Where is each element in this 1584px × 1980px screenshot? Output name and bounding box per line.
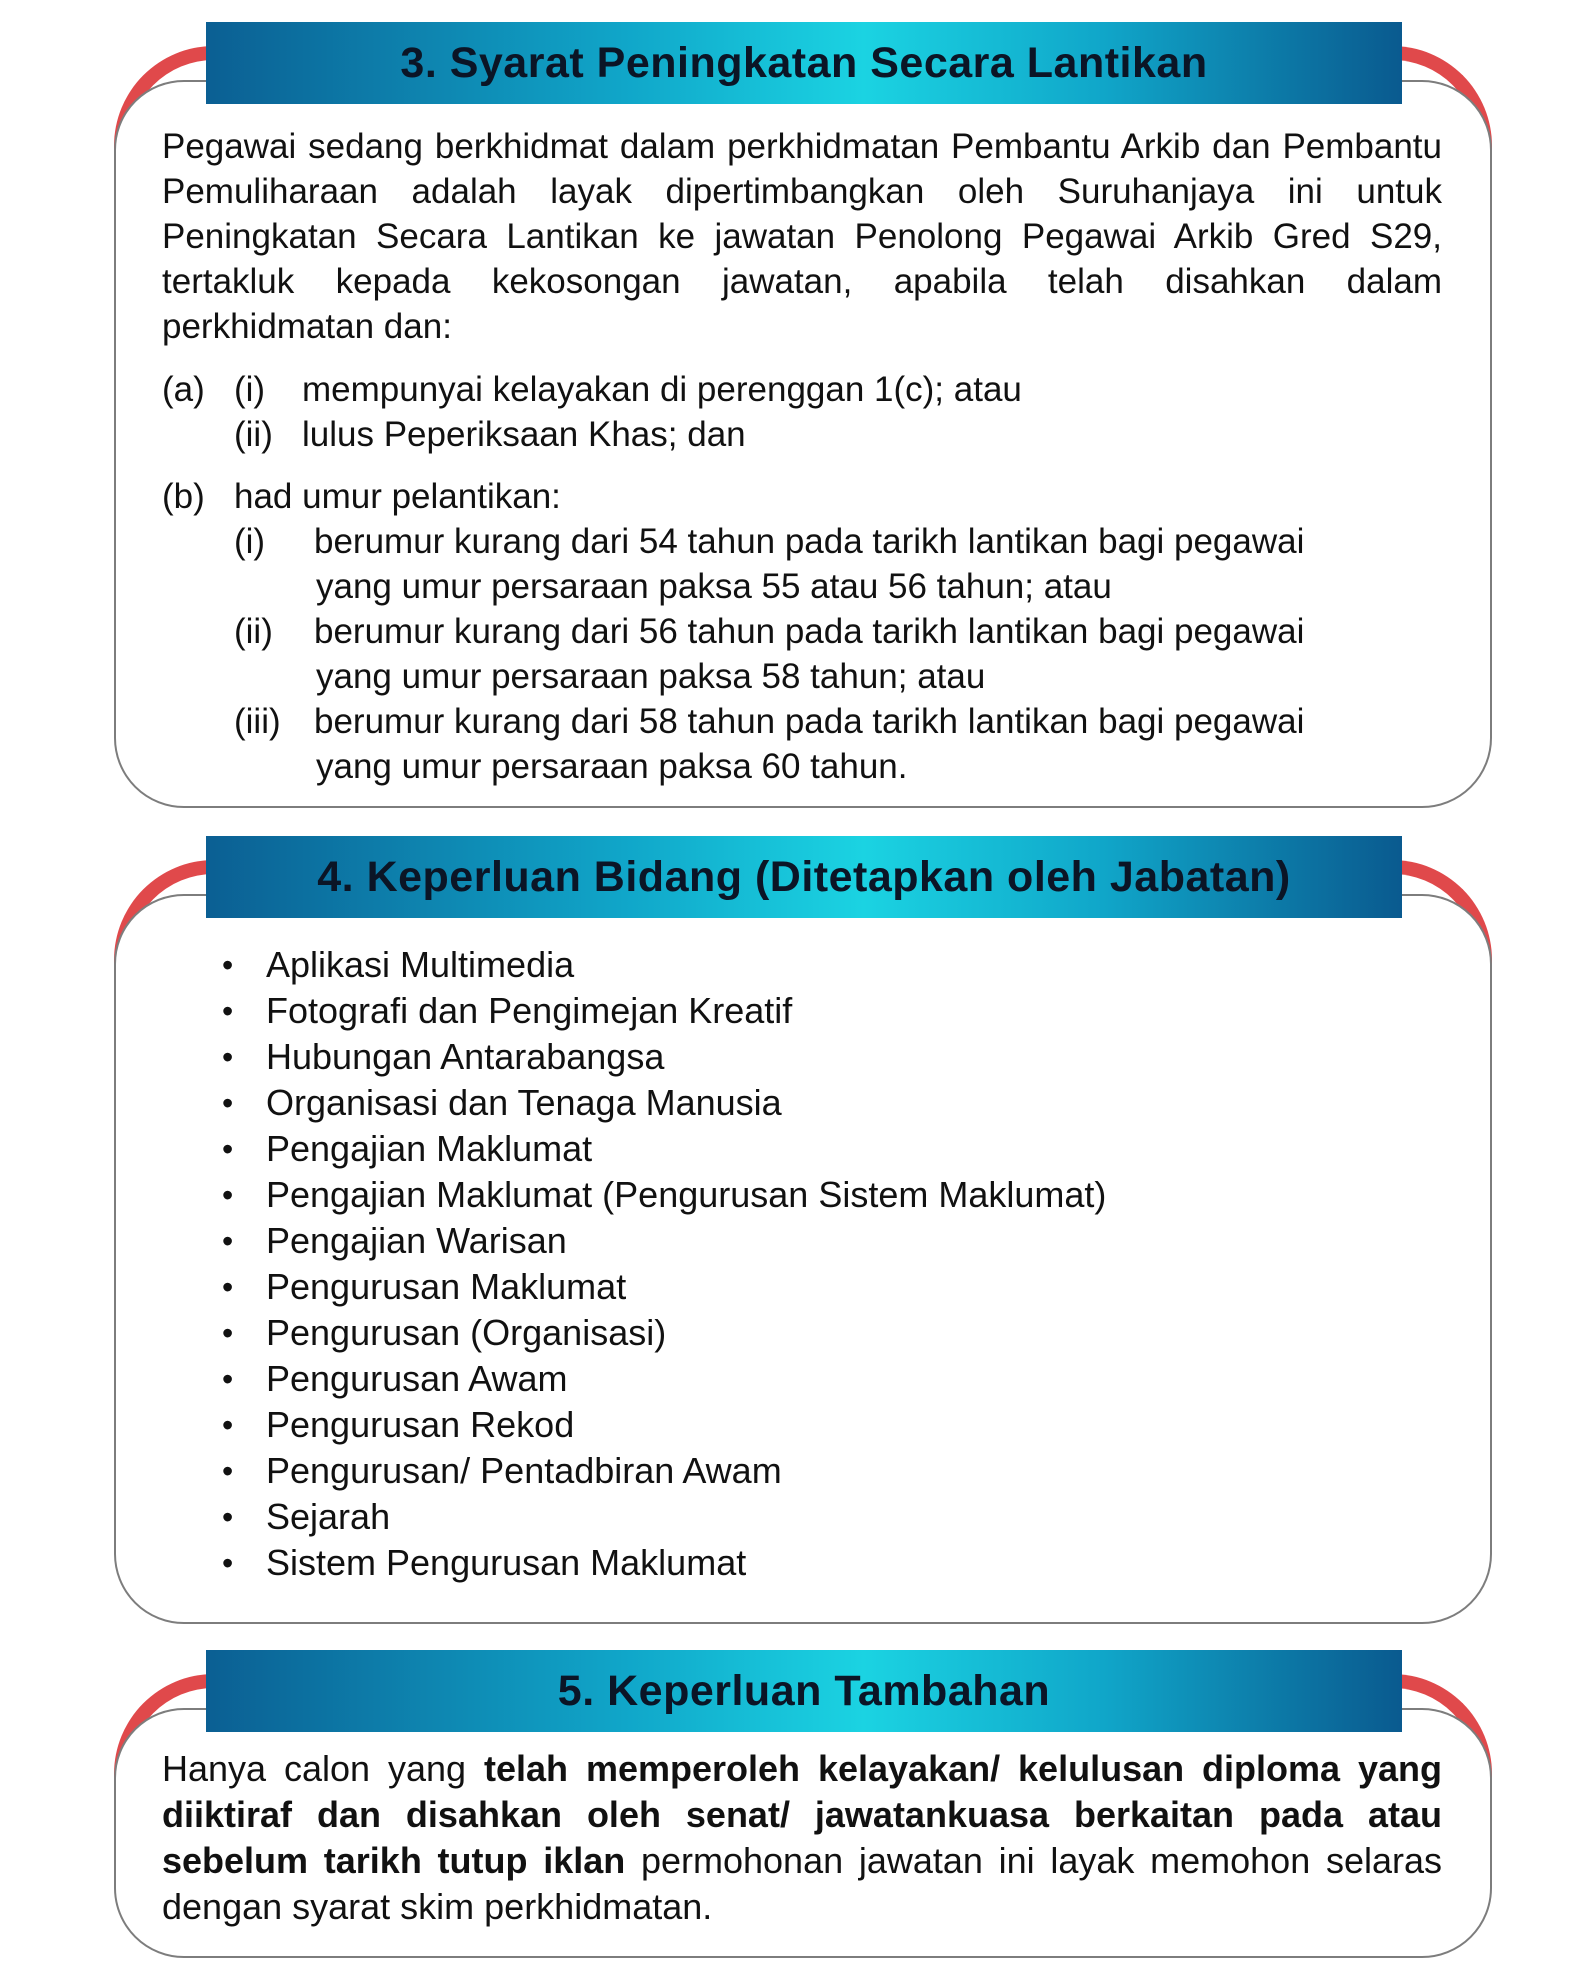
list-item: • Pengurusan Awam [222,1356,1442,1402]
clause-b-line: berumur kurang dari 58 tahun pada tarikh lantikan bagi pegawai [314,702,1305,741]
section-3-title: 3. Syarat Peningkatan Secara Lantikan [206,22,1402,104]
list-item: • Organisasi dan Tenaga Manusia [222,1080,1442,1126]
clause-b-item [162,609,1442,699]
clause-b-line: berumur kurang dari 54 tahun pada tarikh lantikan bagi pegawai [314,522,1305,561]
clause-b-item [162,699,1442,789]
list-item: • Pengurusan/ Pentadbiran Awam [222,1448,1442,1494]
clause-b-heading [162,474,1442,519]
clause-b-num: (ii) [234,612,273,651]
list-item: • Sistem Pengurusan Maklumat [222,1540,1442,1586]
clause-b-label: (b) [162,477,205,516]
clause-b-line: yang umur persaraan paksa 58 tahun; atau [316,657,986,696]
list-item: • Pengajian Warisan [222,1218,1442,1264]
clause-b-item [162,519,1442,609]
list-item: • Fotografi dan Pengimejan Kreatif [222,988,1442,1034]
list-item: • Pengurusan Rekod [222,1402,1442,1448]
clause-a-label: (a) [162,370,205,409]
section-5-text-start: Hanya calon yang [162,1748,484,1789]
clause-a-text: mempunyai kelayakan di perenggan 1(c); atau [302,370,1022,409]
list-item: • Pengurusan Maklumat [222,1264,1442,1310]
section-5-content [162,1746,1442,1930]
list-item: • Hubungan Antarabangsa [222,1034,1442,1080]
list-item: • Aplikasi Multimedia [222,942,1442,988]
clause-b-line: yang umur persaraan paksa 55 atau 56 tahun; atau [316,567,1112,606]
section-5-title: 5. Keperluan Tambahan [206,1650,1402,1732]
section-3 [114,22,1492,808]
list-item: • Sejarah [222,1494,1442,1540]
clause-b [162,474,1442,789]
clause-b-line: yang umur persaraan paksa 60 tahun. [316,747,908,786]
section-3-content [162,124,1442,789]
clause-b-num: (i) [234,522,266,561]
clause-a-item [162,367,1442,412]
section-4 [114,836,1492,1624]
list-item: • Pengajian Maklumat [222,1126,1442,1172]
clause-a-num: (i) [234,370,266,409]
clause-a-item [162,412,1442,457]
list-item: • Pengajian Maklumat (Pengurusan Sistem Maklumat) [222,1172,1442,1218]
section-5-text-bold: telah memperoleh kelayakan/ kelulusan diploma yang diiktiraf dan disahkan oleh senat/ jawatankuasa berkaitan pada atau sebelum tarikh tutup iklan [162,1748,1442,1881]
clause-b-text: had umur pelantikan: [234,477,561,516]
section-4-title: 4. Keperluan Bidang (Ditetapkan oleh Jabatan) [206,836,1402,918]
section-5-text-end: permohonan jawatan ini layak memohon selaras dengan syarat skim perkhidmatan. [162,1840,1442,1927]
field-list [222,942,1442,1586]
section-5 [114,1650,1492,1958]
list-item: • Pengurusan (Organisasi) [222,1310,1442,1356]
clause-a-text: lulus Peperiksaan Khas; dan [302,415,746,454]
clause-b-num: (iii) [234,702,281,741]
clause-b-line: berumur kurang dari 56 tahun pada tarikh lantikan bagi pegawai [314,612,1305,651]
section-4-content [222,942,1442,1586]
clause-a-num: (ii) [234,415,273,454]
section-3-intro: Pegawai sedang berkhidmat dalam perkhidmatan Pembantu Arkib dan Pembantu Pemuliharaan adalah layak dipertimbangkan oleh Suruhanjaya ini untuk Peningkatan Secara Lantikan ke jawatan Penolong Pegawai Arkib Gred S29, tertakluk kepada kekosongan jawatan, apabila telah disahkan dalam perkhidmatan dan: [162,127,1442,346]
clause-a [162,367,1442,457]
